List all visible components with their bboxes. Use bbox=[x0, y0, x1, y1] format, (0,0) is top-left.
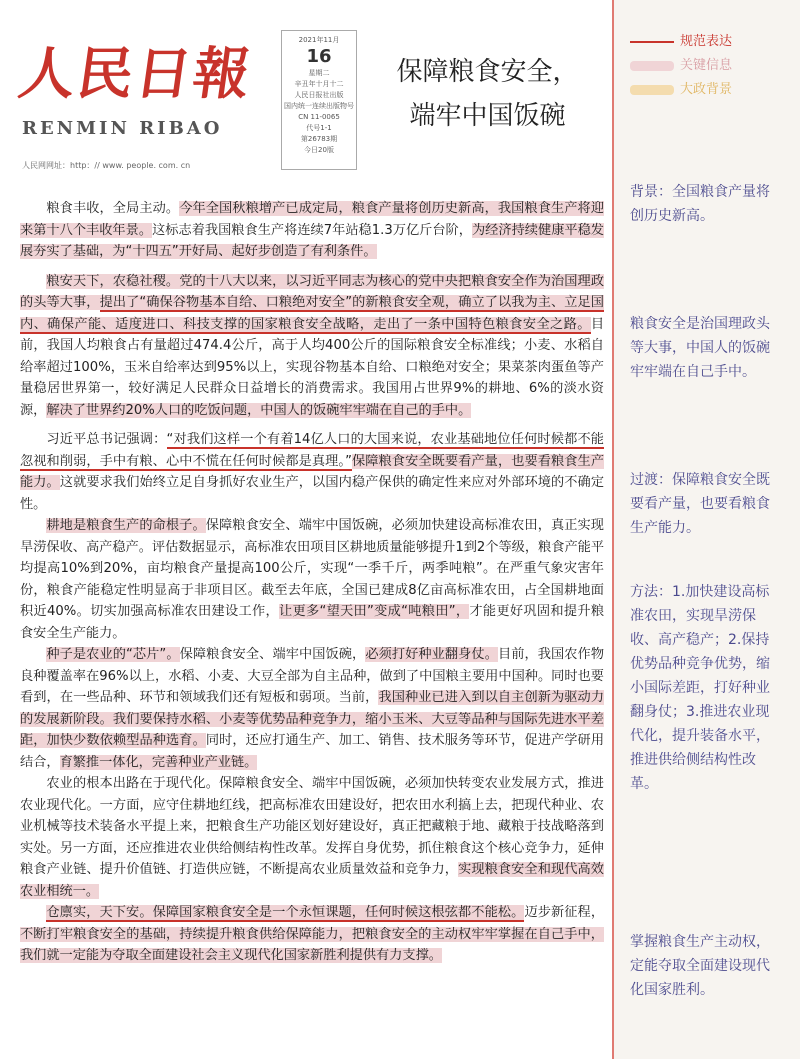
key-info: 让更多“望天田”变成“吨粮田”， bbox=[278, 604, 470, 619]
legend-label: 规范表达 bbox=[680, 34, 733, 49]
legend-item-background bbox=[630, 78, 732, 102]
key-info: 党的十八大以来，以习近平同志为核心的党中央把粮食安全作为治国理政的头等大事， bbox=[20, 273, 605, 310]
headline-line-2: 端牢中国饭碗 bbox=[409, 101, 566, 131]
paragraph bbox=[20, 902, 604, 967]
key-info: 不断打牢粮食安全的基础，持续提升粮食供给保障能力，把粮食安全的主动权牢牢掌握在自己手中，我们就一定能为夺取全面建设社会主义现代化国家新胜利提供有力支撑。 bbox=[20, 926, 604, 963]
newspaper-logo: 人民日報 bbox=[14, 41, 257, 107]
standard-expression: 保障国家粮食安全是一个永恒课题，任何时候这根弦都不能松。 bbox=[152, 905, 525, 920]
key-info: 耕地是粮食生产的命根子。 bbox=[46, 518, 206, 533]
legend-item-standard bbox=[630, 30, 732, 54]
newspaper-logo-latin: RENMIN RIBAO bbox=[22, 118, 223, 139]
key-info: 解决了世界约20%人口的吃饭问题，中国人的饭碗牢牢端在自己的手中。 bbox=[46, 402, 472, 418]
paragraph bbox=[20, 198, 604, 263]
date-box bbox=[281, 30, 357, 170]
standard-expression: 提出了“确保谷物基本自给、口粮绝对安全”的新粮食安全观，确立了以我为主、立足国内、确保产能、适度进口、科技支撑的国家粮食安全战略，走出了一条中国特色粮食安全之路。 bbox=[20, 295, 604, 332]
note-background: 背景：全国粮食产量将创历史新高。 bbox=[630, 184, 770, 224]
note-methods: 方法：1.加快建设高标准农田，实现旱涝保收、高产稳产；2.保持优势品种竞争优势，缩小国际差距，打好种业翻身仗；3.推进农业现代化，提升装备水平，推进供给侧结构性改革。 bbox=[630, 584, 770, 792]
paragraph bbox=[20, 644, 604, 773]
text: 同时，还应打通生产、加工、销售、技术服务等环节，促进产学研用结合， bbox=[20, 733, 605, 770]
text: 这标志着我国粮食生产将连续7年站稳1.3万亿斤台阶， bbox=[152, 222, 472, 238]
lunar-date: 辛丑年十月十二 bbox=[294, 80, 344, 88]
text: 评估数据显示，高标准农田项目区耕地质量能够提升1到2个等级，粮食产能平均提高10%到20%，亩均粮食产量提高100公斤，实现“一季千斤，两季吨粮”。在严重气象灾害年份，粮食产能稳定性明显高于非项目区。截至去年底，全国已建成8亿亩高标准农田，占全国耕地面积近40%。切实加强高标准农田建设工作， bbox=[20, 539, 605, 619]
paragraph bbox=[20, 429, 604, 515]
key-info: 必须打好种业翻身仗。 bbox=[365, 647, 498, 662]
legend-swatch-line bbox=[630, 41, 674, 43]
key-info: 粮安天下，农稳社稷。 bbox=[46, 273, 180, 289]
text: 目前，我国农作物良种覆盖率在96%以上，水稻、小麦、大豆全部为自主品种，做到了中国粮主要用中国种。同时也要看到，在一些品种、环节和领域我们还有短板和弱项。当前， bbox=[20, 647, 605, 705]
issue-number: 第26783期 bbox=[300, 135, 338, 143]
text: 才能更好巩固和提升粮食安全生产能力。 bbox=[20, 604, 605, 641]
margin-divider bbox=[612, 0, 614, 1059]
key-info: 保障粮食安全既要看产量，也要看粮食生产能力。 bbox=[20, 453, 605, 490]
legend bbox=[630, 30, 732, 102]
standard-expression: 仓廪实，天下安。 bbox=[46, 905, 153, 920]
text: 农业的根本出路在于现代化。保障粮食安全、端牢中国饭碗，必须加快转变农业发展方式，推进农业现代化。一方面，应守住耕地红线，把高标准农田建设好，把农田水利搞上去，把现代种业、农业机械等技术装备水平提上来，把粮食生产功能区划好建设好，真正把藏粮于地、藏粮于技战略落到实处。另一方面，还应推进农业供给侧结构性改革。发挥自身优势，抓住粮食这个核心竞争力，延伸粮食产业链、提升价值链、打造供应链，不断提高农业质量效益和竞争力， bbox=[20, 776, 604, 877]
legend-label: 关键信息 bbox=[680, 58, 733, 73]
paragraph bbox=[20, 515, 604, 644]
note-importance: 粮食安全是治国理政头等大事，中国人的饭碗牢牢端在自己手中。 bbox=[630, 316, 770, 380]
standard-expression: “对我们这样一个有着14亿人口的大国来说，农业基础地位任何时候都不能忽视和削弱，手中有粮、心中不慌在任何时候都是真理。” bbox=[20, 432, 604, 469]
legend-swatch-yellow bbox=[630, 85, 674, 95]
note-conclusion: 掌握粮食生产主动权，定能夺取全面建设现代化国家胜利。 bbox=[630, 934, 770, 998]
text: 这就要求我们始终立足自身抓好农业生产，以国内稳产保供的确定性来应对外部环境的不确定性。 bbox=[20, 475, 605, 512]
text: 保障粮食安全、端牢中国饭碗， bbox=[179, 647, 366, 662]
page-count: 今日20版 bbox=[304, 146, 334, 154]
text: 迈步新征程， bbox=[524, 905, 605, 920]
key-info: 育繁推一体化，完善种业产业链。 bbox=[59, 754, 258, 770]
headline bbox=[370, 50, 605, 138]
publisher: 人民日报社出版 bbox=[294, 91, 344, 99]
key-info: 为经济持续健康平稳发展夯实了基础，为“十四五”开好局、起好步创造了有利条件。 bbox=[20, 222, 604, 259]
issn: 国内统一连续出版物号 CN 11-0065 bbox=[284, 102, 354, 121]
legend-swatch-pink bbox=[630, 61, 674, 71]
key-info: 我国种业已进入到以自主创新为驱动力的发展新阶段。我们要保持水稻、小麦等优势品种竞争力，缩小玉米、大豆等品种与国际先进水平差距，加快少数依赖型品种选育。 bbox=[20, 690, 605, 748]
note-transition: 过渡：保障粮食安全既要看产量，也要看粮食生产能力。 bbox=[630, 472, 770, 536]
date-year-month: 2021年11月 bbox=[298, 36, 340, 44]
legend-label: 大政背景 bbox=[680, 82, 733, 97]
text: 粮食丰收，全局主动。 bbox=[46, 201, 180, 216]
code: 代号1-1 bbox=[306, 124, 332, 132]
website-line: 人民网网址：http：// www. people. com. cn bbox=[22, 161, 191, 170]
article-body bbox=[20, 198, 604, 967]
paragraph bbox=[20, 271, 604, 422]
headline-line-1: 保障粮食安全， bbox=[396, 57, 579, 87]
weekday: 星期二 bbox=[308, 69, 330, 77]
key-info: 今年全国秋粮增产已成定局，粮食产量将创历史新高，我国粮食生产将迎来第十八个丰收年景。 bbox=[20, 201, 605, 238]
key-info: 种子是农业的“芯片”。 bbox=[46, 647, 180, 662]
text: 保障粮食安全、端牢中国饭碗，必须加快建设高标准农田，真正实现旱涝保收、高产稳产。 bbox=[20, 518, 604, 555]
text: 目前，我国人均粮食占有量超过474.4公斤，高于人均400公斤的国际粮食安全标准线；小麦、水稻自给率超过100%，玉米自给率达到95%以上，实现谷物基本自给、口粮绝对安全；果菜茶肉蛋鱼等产量稳居世界第一，较好满足人民群众日益增长的消费需求。我国用占世界9%的耕地、6%的淡水资源， bbox=[20, 316, 604, 418]
paragraph bbox=[20, 773, 604, 902]
key-info: 实现粮食安全和现代高效农业相统一。 bbox=[20, 862, 604, 899]
date-day: 16 bbox=[306, 46, 332, 67]
text: 习近平总书记强调： bbox=[46, 432, 167, 447]
legend-item-key-info bbox=[630, 54, 732, 78]
